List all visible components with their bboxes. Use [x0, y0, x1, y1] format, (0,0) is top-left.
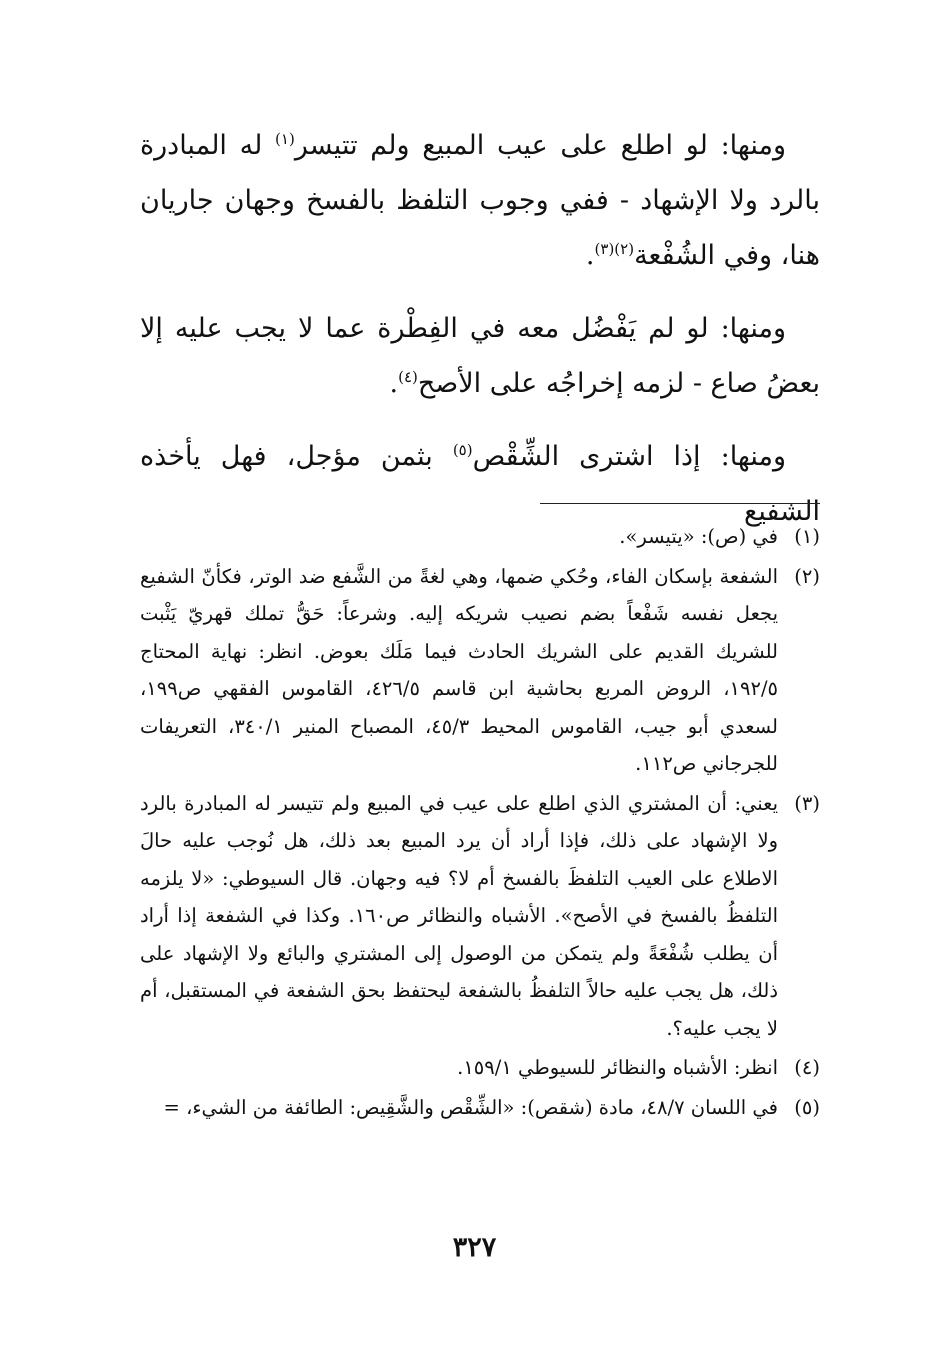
paragraph-1-text-c: . [585, 240, 595, 271]
main-text [140, 118, 820, 557]
footnote-2 [140, 558, 820, 783]
paragraph-2-text-b: . [389, 368, 399, 399]
paragraph-1-text-a: ومنها: لو اطلع على عيب المبيع ولم تتيسر [294, 130, 786, 161]
paragraph-2 [140, 301, 820, 411]
footnote-4-number: (٤) [794, 1056, 820, 1079]
paragraph-1 [140, 118, 820, 283]
footnote-2-number: (٢) [794, 564, 820, 588]
footnote-ref-5: (٥) [452, 441, 473, 459]
footnote-3-text: يعني: أن المشتري الذي اطلع على عيب في المبيع ولم تتيسر له المبادرة بالرد ولا الإشهاد على ذلك، فإذا أراد أن يرد المبيع بعد ذلك، هل نُوجب عليه حالَ الاطلاع على العيب التلفظَ بالفسخ أم لا؟ فيه وجهان. قال السيوطي: «لا يلزمه التلفظُ بالفسخ في الأصح». الأشباه والنظائر ص١٦٠. وكذا في الشفعة إذا أراد أن يطلب شُفْعَةً ولم يتمكن من الوصول إلى المشتري والبائع ولا الإشهاد على ذلك، هل يجب عليه حالاً التلفظُ بالشفعة ليحتفظ بحق الشفعة في المستقبل، أم لا يجب عليه؟. [140, 791, 778, 1040]
footnote-3-number: (٣) [794, 791, 820, 815]
paragraph-3-text-a: ومنها: إذا اشترى الشِّقْص [472, 441, 787, 472]
paragraph-3-text-b: بثمن مؤجل، فهل يأخذه الشفيع [140, 441, 820, 527]
page-number: ٣٢٧ [452, 1232, 497, 1263]
footnote-5-text: في اللسان ٤٨/٧، مادة (شقص): «الشِّقْص والشَّقِيص: الطائفة من الشيء، = [163, 1095, 778, 1119]
footnote-3 [140, 785, 820, 1048]
footnote-ref-4: (٤) [398, 368, 418, 386]
paragraph-2-text-a: ومنها: لو لم يَفْضُل معه في الفِطْرة عما لا يجب عليه إلا بعضُ صاع - لزمه إخراجُه على الأصح [140, 313, 820, 399]
footnote-5-number: (٥) [794, 1095, 820, 1119]
footnotes [140, 518, 820, 1128]
footnote-1-number: (١) [794, 525, 820, 548]
footnote-1-text: في (ص): «يتيسر». [619, 525, 778, 548]
footnote-separator [540, 503, 820, 504]
footnote-2-text: الشفعة بإسكان الفاء، وحُكي ضمها، وهي لغةً من الشَّفع ضد الوتر، فكأنّ الشفيع يجعل نفسه شَفْعاً بضم نصيب شريكه إليه. وشرعاً: حَقُّ تملك قهريّ يَثْبت للشريك القديم على الشريك الحادث فيما مَلَك بعوض. انظر: نهاية المحتاج ١٩٢/٥، الروض المربع بحاشية ابن قاسم ٤٢٦/٥، القاموس الفقهي ص١٩٩، لسعدي أبو جيب، القاموس المحيط ٤٥/٣، المصباح المنير ٣٤٠/١، التعريفات للجرجاني ص١١٢. [140, 564, 779, 775]
footnote-4 [140, 1049, 820, 1087]
footnote-ref-2-3: (٢)(٣) [594, 240, 635, 258]
footnote-5 [140, 1089, 820, 1127]
paragraph-1-text-b: له المبادرة بالرد ولا الإشهاد - ففي وجوب التلفظ بالفسخ وجهان جاريان هنا، وفي الشُفْعة [140, 130, 820, 271]
footnote-4-text: انظر: الأشباه والنظائر للسيوطي ١٥٩/١. [457, 1056, 778, 1079]
footnote-ref-1: (١) [275, 130, 295, 148]
footnote-1 [140, 518, 820, 556]
